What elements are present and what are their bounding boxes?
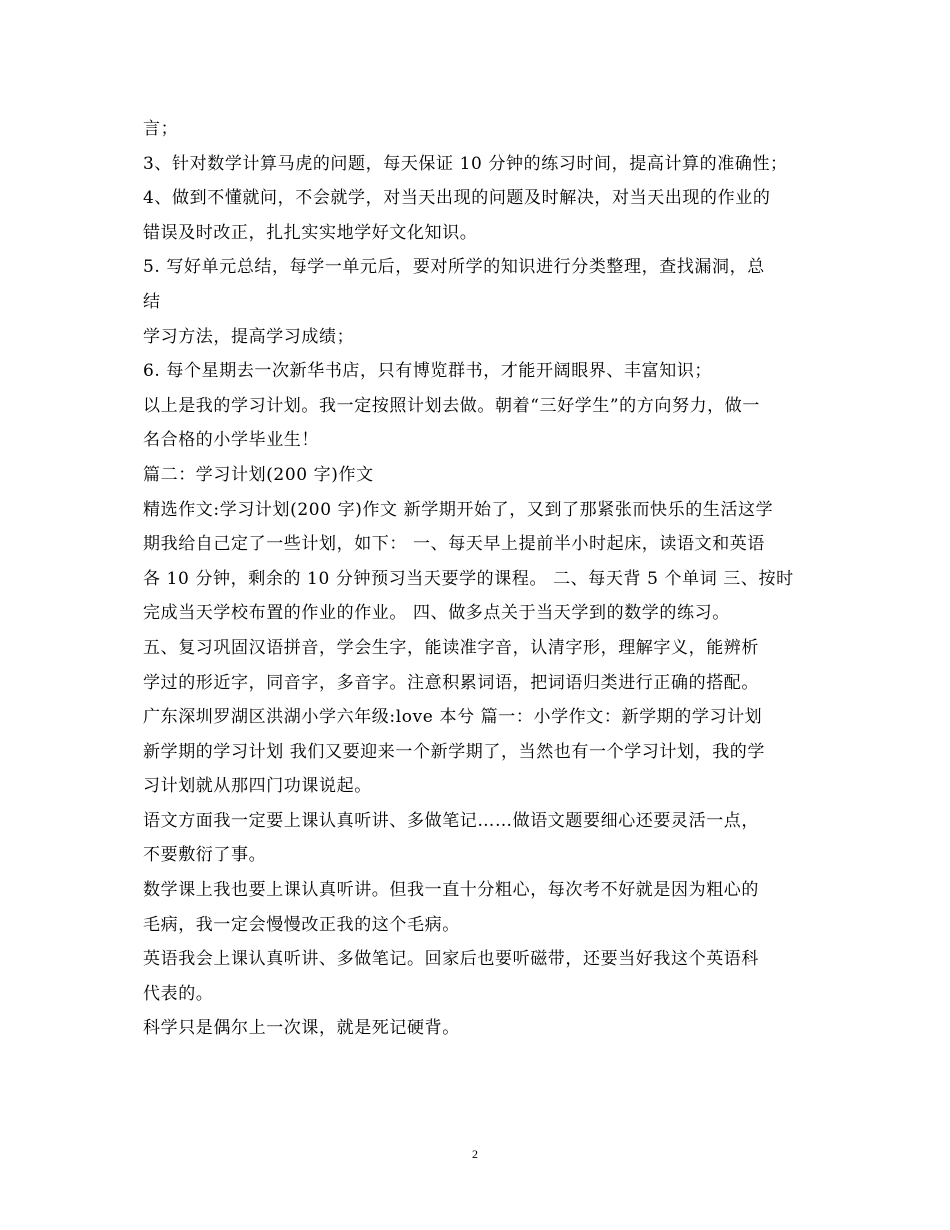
text-line: 结	[143, 291, 161, 312]
text-line: 科学只是偶尔上一次课，就是死记硬背。	[143, 1018, 460, 1039]
text-line: 3、针对数学计算马虎的问题，每天保证 10 分钟的练习时间，提高计算的准确性；	[143, 153, 788, 174]
text-line: 新学期的学习计划 我们又要迎来一个新学期了，当然也有一个学习计划，我的学	[143, 741, 766, 762]
text-line: 数学课上我也要上课认真听讲。但我一直十分粗心，每次考不好就是因为粗心的	[143, 880, 759, 901]
text-line: 学习方法，提高学习成绩；	[143, 326, 355, 347]
text-line: 习计划就从那四门功课说起。	[143, 776, 372, 797]
text-line: 4、做到不懂就问，不会就学，对当天出现的问题及时解决，对当天出现的作业的	[143, 188, 771, 209]
document-body	[143, 112, 823, 1046]
text-line: 不要敷衍了事。	[143, 845, 267, 866]
text-line: 以上是我的学习计划。我一定按照计划去做。朝着“三好学生”的方向努力，做一	[143, 395, 760, 416]
text-line: 五、复习巩固汉语拼音，学会生字，能读准字音，认清字形，理解字义，能辨析	[143, 637, 759, 658]
text-line: 言；	[143, 119, 179, 139]
text-line: 名合格的小学毕业生！	[143, 430, 319, 451]
section-heading: 篇二：学习计划(200 字)作文	[143, 464, 374, 485]
text-line: 学过的形近字，同音字，多音字。注意积累词语，把词语归类进行正确的搭配。	[143, 672, 759, 693]
text-line: 5. 写好单元总结，每学一单元后，要对所学的知识进行分类整理，查找漏洞，总	[143, 257, 765, 278]
text-line: 精选作文:学习计划(200 字)作文 新学期开始了，又到了那紧张而快乐的生活这学	[143, 499, 774, 520]
page-number: 2	[472, 1147, 478, 1161]
text-line: 各 10 分钟，剩余的 10 分钟预习当天要学的课程。 二、每天背 5 个单词 三、按时	[143, 568, 794, 589]
text-line: 期我给自己定了一些计划，如下： 一、每天早上提前半小时起床，读语文和英语	[143, 534, 766, 555]
text-line: 广东深圳罗湖区洪湖小学六年级:love 本兮 篇一：小学作文：新学期的学习计划	[143, 707, 763, 728]
text-line: 毛病，我一定会慢慢改正我的这个毛病。	[143, 914, 460, 935]
text-line: 6. 每个星期去一次新华书店，只有博览群书，才能开阔眼界、丰富知识；	[143, 361, 713, 382]
text-line: 完成当天学校布置的作业的作业。 四、做多点关于当天学到的数学的练习。	[143, 603, 730, 624]
text-line: 错误及时改正，扎扎实实地学好文化知识。	[143, 222, 478, 243]
text-line: 语文方面我一定要上课认真听讲、多做笔记……做语文题要细心还要灵活一点，	[143, 810, 759, 831]
text-line: 代表的。	[143, 983, 214, 1004]
text-line: 英语我会上课认真听讲、多做笔记。回家后也要听磁带，还要当好我这个英语科	[143, 949, 759, 970]
